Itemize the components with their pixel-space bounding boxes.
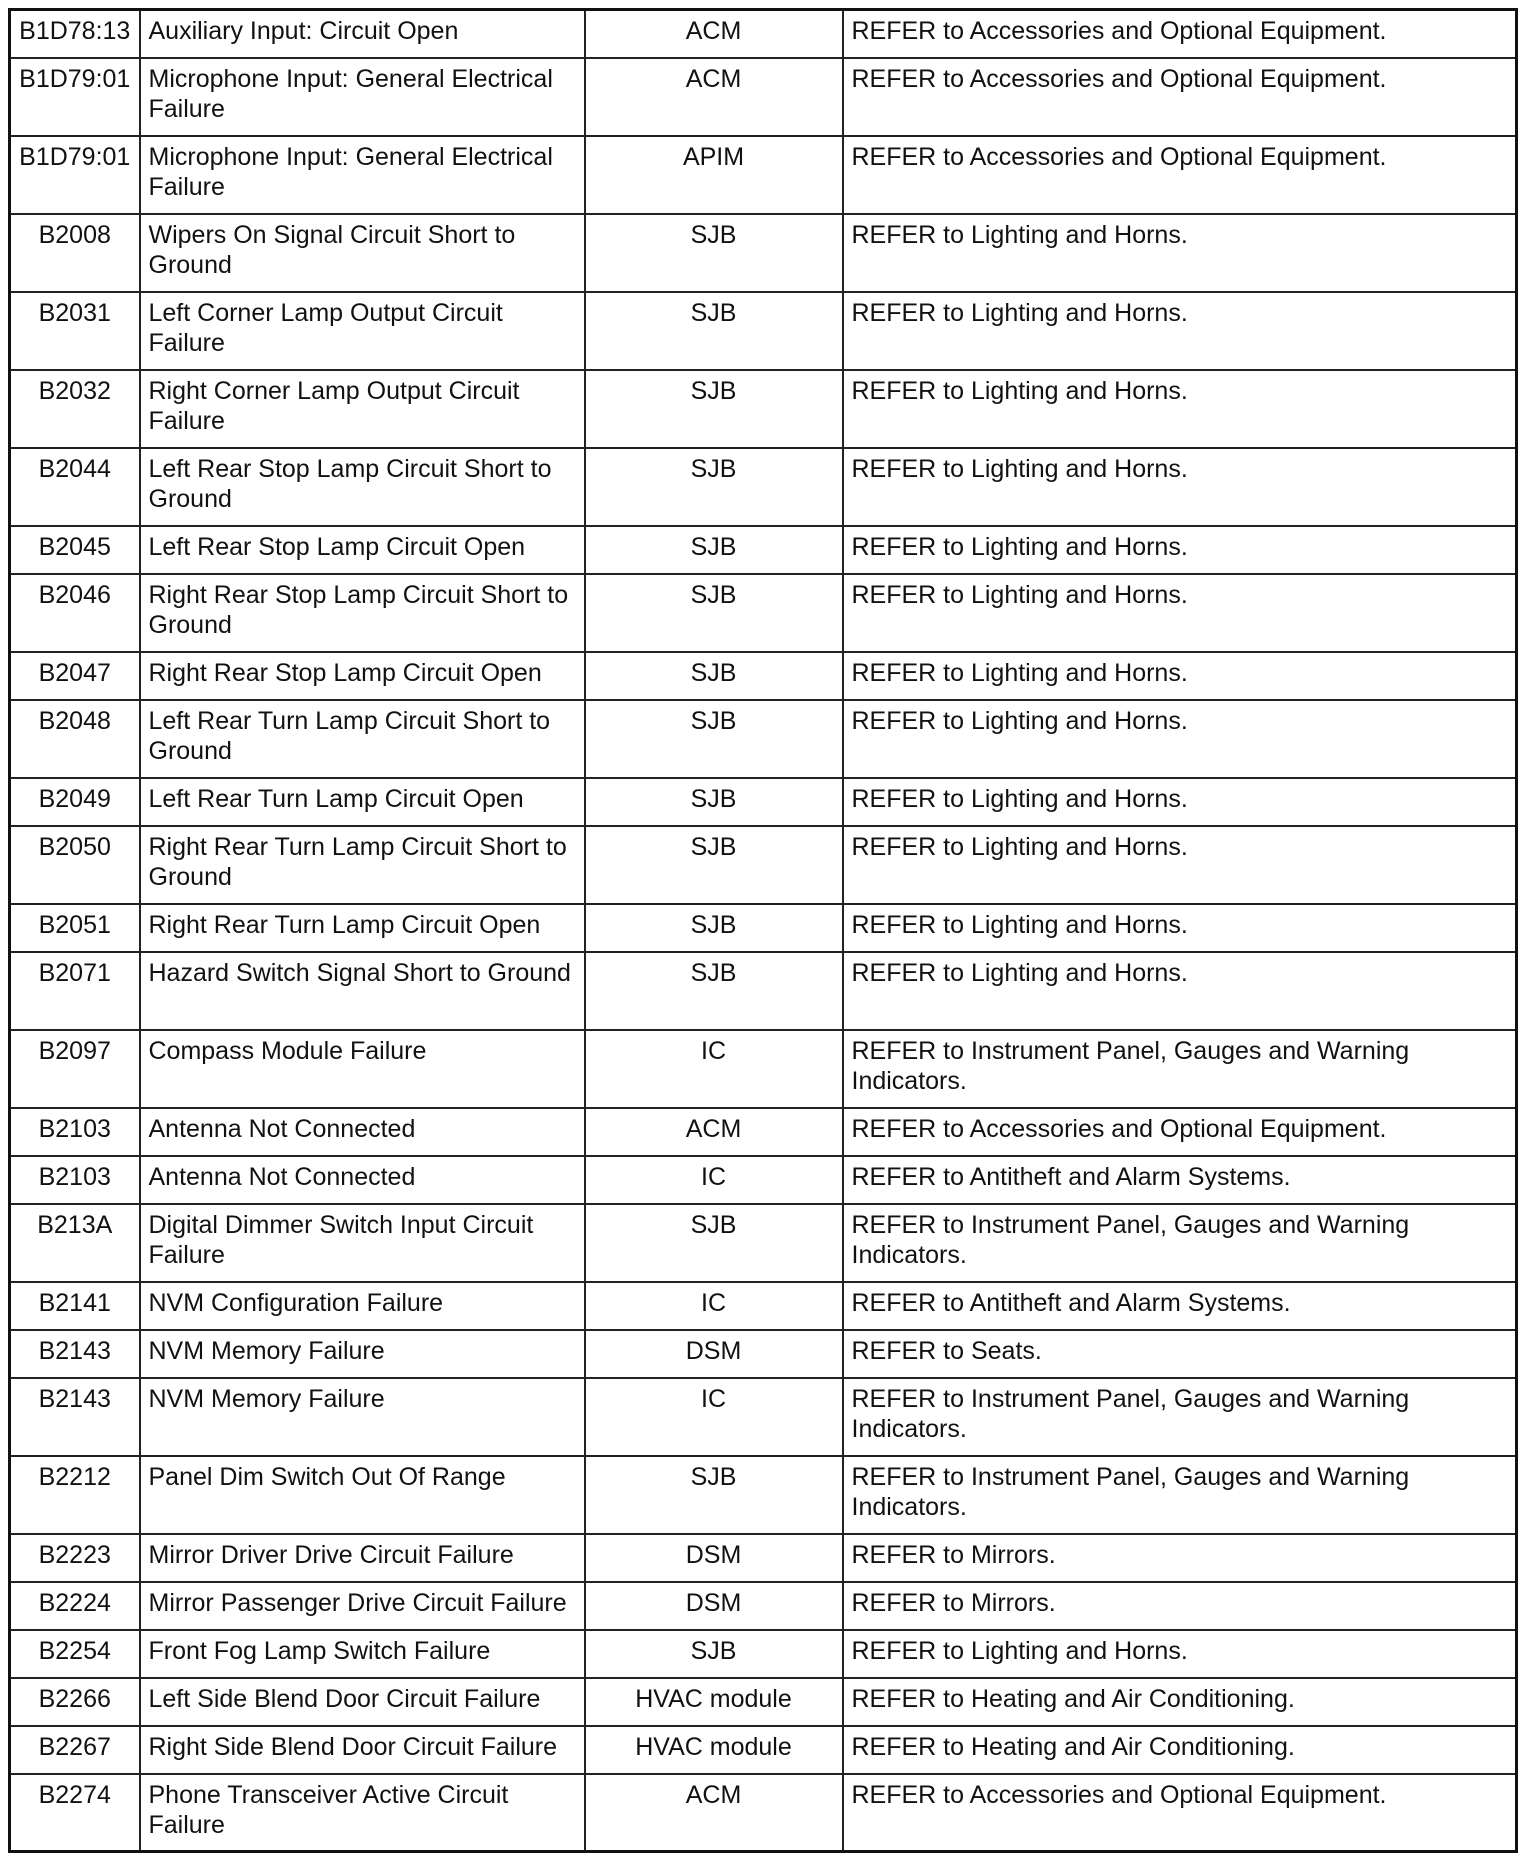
action-cell: REFER to Lighting and Horns.	[843, 826, 1517, 904]
dtc-code-cell: B2032	[10, 370, 140, 448]
dtc-code-cell: B2097	[10, 1030, 140, 1108]
module-cell: SJB	[585, 652, 843, 700]
module-cell: DSM	[585, 1330, 843, 1378]
description-cell: Phone Transceiver Active Circuit Failure	[140, 1774, 585, 1852]
module-cell: APIM	[585, 136, 843, 214]
dtc-code-cell: B2044	[10, 448, 140, 526]
action-cell: REFER to Antitheft and Alarm Systems.	[843, 1156, 1517, 1204]
description-cell: Front Fog Lamp Switch Failure	[140, 1630, 585, 1678]
table-row	[10, 1774, 1517, 1852]
dtc-code-cell: B2071	[10, 952, 140, 1030]
description-cell: Auxiliary Input: Circuit Open	[140, 10, 585, 58]
table-row	[10, 952, 1517, 1030]
action-cell: REFER to Lighting and Horns.	[843, 778, 1517, 826]
action-cell: REFER to Heating and Air Conditioning.	[843, 1726, 1517, 1774]
description-cell: Mirror Driver Drive Circuit Failure	[140, 1534, 585, 1582]
description-cell: Left Rear Turn Lamp Circuit Open	[140, 778, 585, 826]
description-cell: Digital Dimmer Switch Input Circuit Failure	[140, 1204, 585, 1282]
action-cell: REFER to Mirrors.	[843, 1582, 1517, 1630]
table-row	[10, 10, 1517, 58]
module-cell: SJB	[585, 700, 843, 778]
action-cell: REFER to Antitheft and Alarm Systems.	[843, 1282, 1517, 1330]
description-cell: NVM Memory Failure	[140, 1330, 585, 1378]
action-cell: REFER to Accessories and Optional Equipment.	[843, 10, 1517, 58]
module-cell: HVAC module	[585, 1678, 843, 1726]
dtc-code-cell: B2048	[10, 700, 140, 778]
action-cell: REFER to Accessories and Optional Equipment.	[843, 1108, 1517, 1156]
table-row	[10, 58, 1517, 136]
action-cell: REFER to Mirrors.	[843, 1534, 1517, 1582]
dtc-code-cell: B1D79:01	[10, 136, 140, 214]
action-cell: REFER to Accessories and Optional Equipment.	[843, 58, 1517, 136]
action-cell: REFER to Lighting and Horns.	[843, 370, 1517, 448]
description-cell: Compass Module Failure	[140, 1030, 585, 1108]
table-row	[10, 1534, 1517, 1582]
module-cell: SJB	[585, 448, 843, 526]
table-row	[10, 1330, 1517, 1378]
module-cell: IC	[585, 1282, 843, 1330]
dtc-code-cell: B1D78:13	[10, 10, 140, 58]
table-row	[10, 214, 1517, 292]
module-cell: SJB	[585, 826, 843, 904]
dtc-table	[8, 8, 1518, 1853]
description-cell: Antenna Not Connected	[140, 1108, 585, 1156]
module-cell: ACM	[585, 10, 843, 58]
table-row	[10, 826, 1517, 904]
dtc-code-cell: B2049	[10, 778, 140, 826]
action-cell: REFER to Lighting and Horns.	[843, 574, 1517, 652]
dtc-code-cell: B2103	[10, 1156, 140, 1204]
module-cell: ACM	[585, 1774, 843, 1852]
dtc-code-cell: B2046	[10, 574, 140, 652]
module-cell: SJB	[585, 778, 843, 826]
table-row	[10, 1678, 1517, 1726]
description-cell: Antenna Not Connected	[140, 1156, 585, 1204]
module-cell: SJB	[585, 1630, 843, 1678]
table-row	[10, 700, 1517, 778]
document-page	[8, 8, 1515, 1853]
description-cell: Left Corner Lamp Output Circuit Failure	[140, 292, 585, 370]
module-cell: ACM	[585, 58, 843, 136]
dtc-code-cell: B2274	[10, 1774, 140, 1852]
dtc-code-cell: B2266	[10, 1678, 140, 1726]
table-row	[10, 1630, 1517, 1678]
action-cell: REFER to Accessories and Optional Equipment.	[843, 136, 1517, 214]
action-cell: REFER to Lighting and Horns.	[843, 952, 1517, 1030]
dtc-code-cell: B2223	[10, 1534, 140, 1582]
dtc-table-body	[10, 10, 1517, 1852]
description-cell: Right Rear Turn Lamp Circuit Open	[140, 904, 585, 952]
dtc-code-cell: B2008	[10, 214, 140, 292]
description-cell: Right Corner Lamp Output Circuit Failure	[140, 370, 585, 448]
dtc-code-cell: B2031	[10, 292, 140, 370]
action-cell: REFER to Heating and Air Conditioning.	[843, 1678, 1517, 1726]
action-cell: REFER to Lighting and Horns.	[843, 448, 1517, 526]
action-cell: REFER to Lighting and Horns.	[843, 652, 1517, 700]
table-row	[10, 1726, 1517, 1774]
dtc-code-cell: B2143	[10, 1330, 140, 1378]
module-cell: SJB	[585, 292, 843, 370]
table-row	[10, 448, 1517, 526]
table-row	[10, 1282, 1517, 1330]
action-cell: REFER to Accessories and Optional Equipment.	[843, 1774, 1517, 1852]
description-cell: Left Rear Stop Lamp Circuit Short to Ground	[140, 448, 585, 526]
dtc-code-cell: B2212	[10, 1456, 140, 1534]
action-cell: REFER to Instrument Panel, Gauges and Warning Indicators.	[843, 1456, 1517, 1534]
module-cell: SJB	[585, 214, 843, 292]
dtc-code-cell: B2051	[10, 904, 140, 952]
table-row	[10, 1378, 1517, 1456]
description-cell: Right Rear Stop Lamp Circuit Open	[140, 652, 585, 700]
dtc-code-cell: B2050	[10, 826, 140, 904]
dtc-code-cell: B2045	[10, 526, 140, 574]
action-cell: REFER to Lighting and Horns.	[843, 1630, 1517, 1678]
action-cell: REFER to Instrument Panel, Gauges and Warning Indicators.	[843, 1204, 1517, 1282]
module-cell: DSM	[585, 1582, 843, 1630]
action-cell: REFER to Instrument Panel, Gauges and Warning Indicators.	[843, 1030, 1517, 1108]
description-cell: Right Rear Turn Lamp Circuit Short to Ground	[140, 826, 585, 904]
table-row	[10, 1204, 1517, 1282]
dtc-code-cell: B1D79:01	[10, 58, 140, 136]
dtc-code-cell: B2103	[10, 1108, 140, 1156]
table-row	[10, 904, 1517, 952]
table-row	[10, 1030, 1517, 1108]
description-cell: Microphone Input: General Electrical Failure	[140, 136, 585, 214]
module-cell: SJB	[585, 952, 843, 1030]
table-row	[10, 1456, 1517, 1534]
description-cell: NVM Memory Failure	[140, 1378, 585, 1456]
description-cell: Right Side Blend Door Circuit Failure	[140, 1726, 585, 1774]
action-cell: REFER to Lighting and Horns.	[843, 526, 1517, 574]
table-row	[10, 370, 1517, 448]
table-row	[10, 1108, 1517, 1156]
dtc-code-cell: B2141	[10, 1282, 140, 1330]
module-cell: HVAC module	[585, 1726, 843, 1774]
description-cell: Hazard Switch Signal Short to Ground	[140, 952, 585, 1030]
table-row	[10, 136, 1517, 214]
module-cell: SJB	[585, 526, 843, 574]
module-cell: DSM	[585, 1534, 843, 1582]
table-row	[10, 292, 1517, 370]
dtc-code-cell: B2224	[10, 1582, 140, 1630]
dtc-code-cell: B2254	[10, 1630, 140, 1678]
action-cell: REFER to Lighting and Horns.	[843, 700, 1517, 778]
table-row	[10, 778, 1517, 826]
module-cell: SJB	[585, 574, 843, 652]
dtc-code-cell: B2047	[10, 652, 140, 700]
description-cell: Mirror Passenger Drive Circuit Failure	[140, 1582, 585, 1630]
module-cell: IC	[585, 1378, 843, 1456]
description-cell: Left Rear Turn Lamp Circuit Short to Ground	[140, 700, 585, 778]
action-cell: REFER to Lighting and Horns.	[843, 214, 1517, 292]
dtc-code-cell: B2143	[10, 1378, 140, 1456]
description-cell: Left Rear Stop Lamp Circuit Open	[140, 526, 585, 574]
action-cell: REFER to Lighting and Horns.	[843, 904, 1517, 952]
module-cell: SJB	[585, 1204, 843, 1282]
table-row	[10, 526, 1517, 574]
description-cell: Microphone Input: General Electrical Failure	[140, 58, 585, 136]
description-cell: NVM Configuration Failure	[140, 1282, 585, 1330]
module-cell: IC	[585, 1030, 843, 1108]
description-cell: Panel Dim Switch Out Of Range	[140, 1456, 585, 1534]
table-row	[10, 652, 1517, 700]
description-cell: Wipers On Signal Circuit Short to Ground	[140, 214, 585, 292]
table-row	[10, 574, 1517, 652]
module-cell: IC	[585, 1156, 843, 1204]
module-cell: SJB	[585, 904, 843, 952]
dtc-code-cell: B213A	[10, 1204, 140, 1282]
dtc-code-cell: B2267	[10, 1726, 140, 1774]
action-cell: REFER to Seats.	[843, 1330, 1517, 1378]
module-cell: ACM	[585, 1108, 843, 1156]
table-row	[10, 1582, 1517, 1630]
action-cell: REFER to Instrument Panel, Gauges and Warning Indicators.	[843, 1378, 1517, 1456]
module-cell: SJB	[585, 1456, 843, 1534]
description-cell: Left Side Blend Door Circuit Failure	[140, 1678, 585, 1726]
description-cell: Right Rear Stop Lamp Circuit Short to Ground	[140, 574, 585, 652]
module-cell: SJB	[585, 370, 843, 448]
table-row	[10, 1156, 1517, 1204]
action-cell: REFER to Lighting and Horns.	[843, 292, 1517, 370]
